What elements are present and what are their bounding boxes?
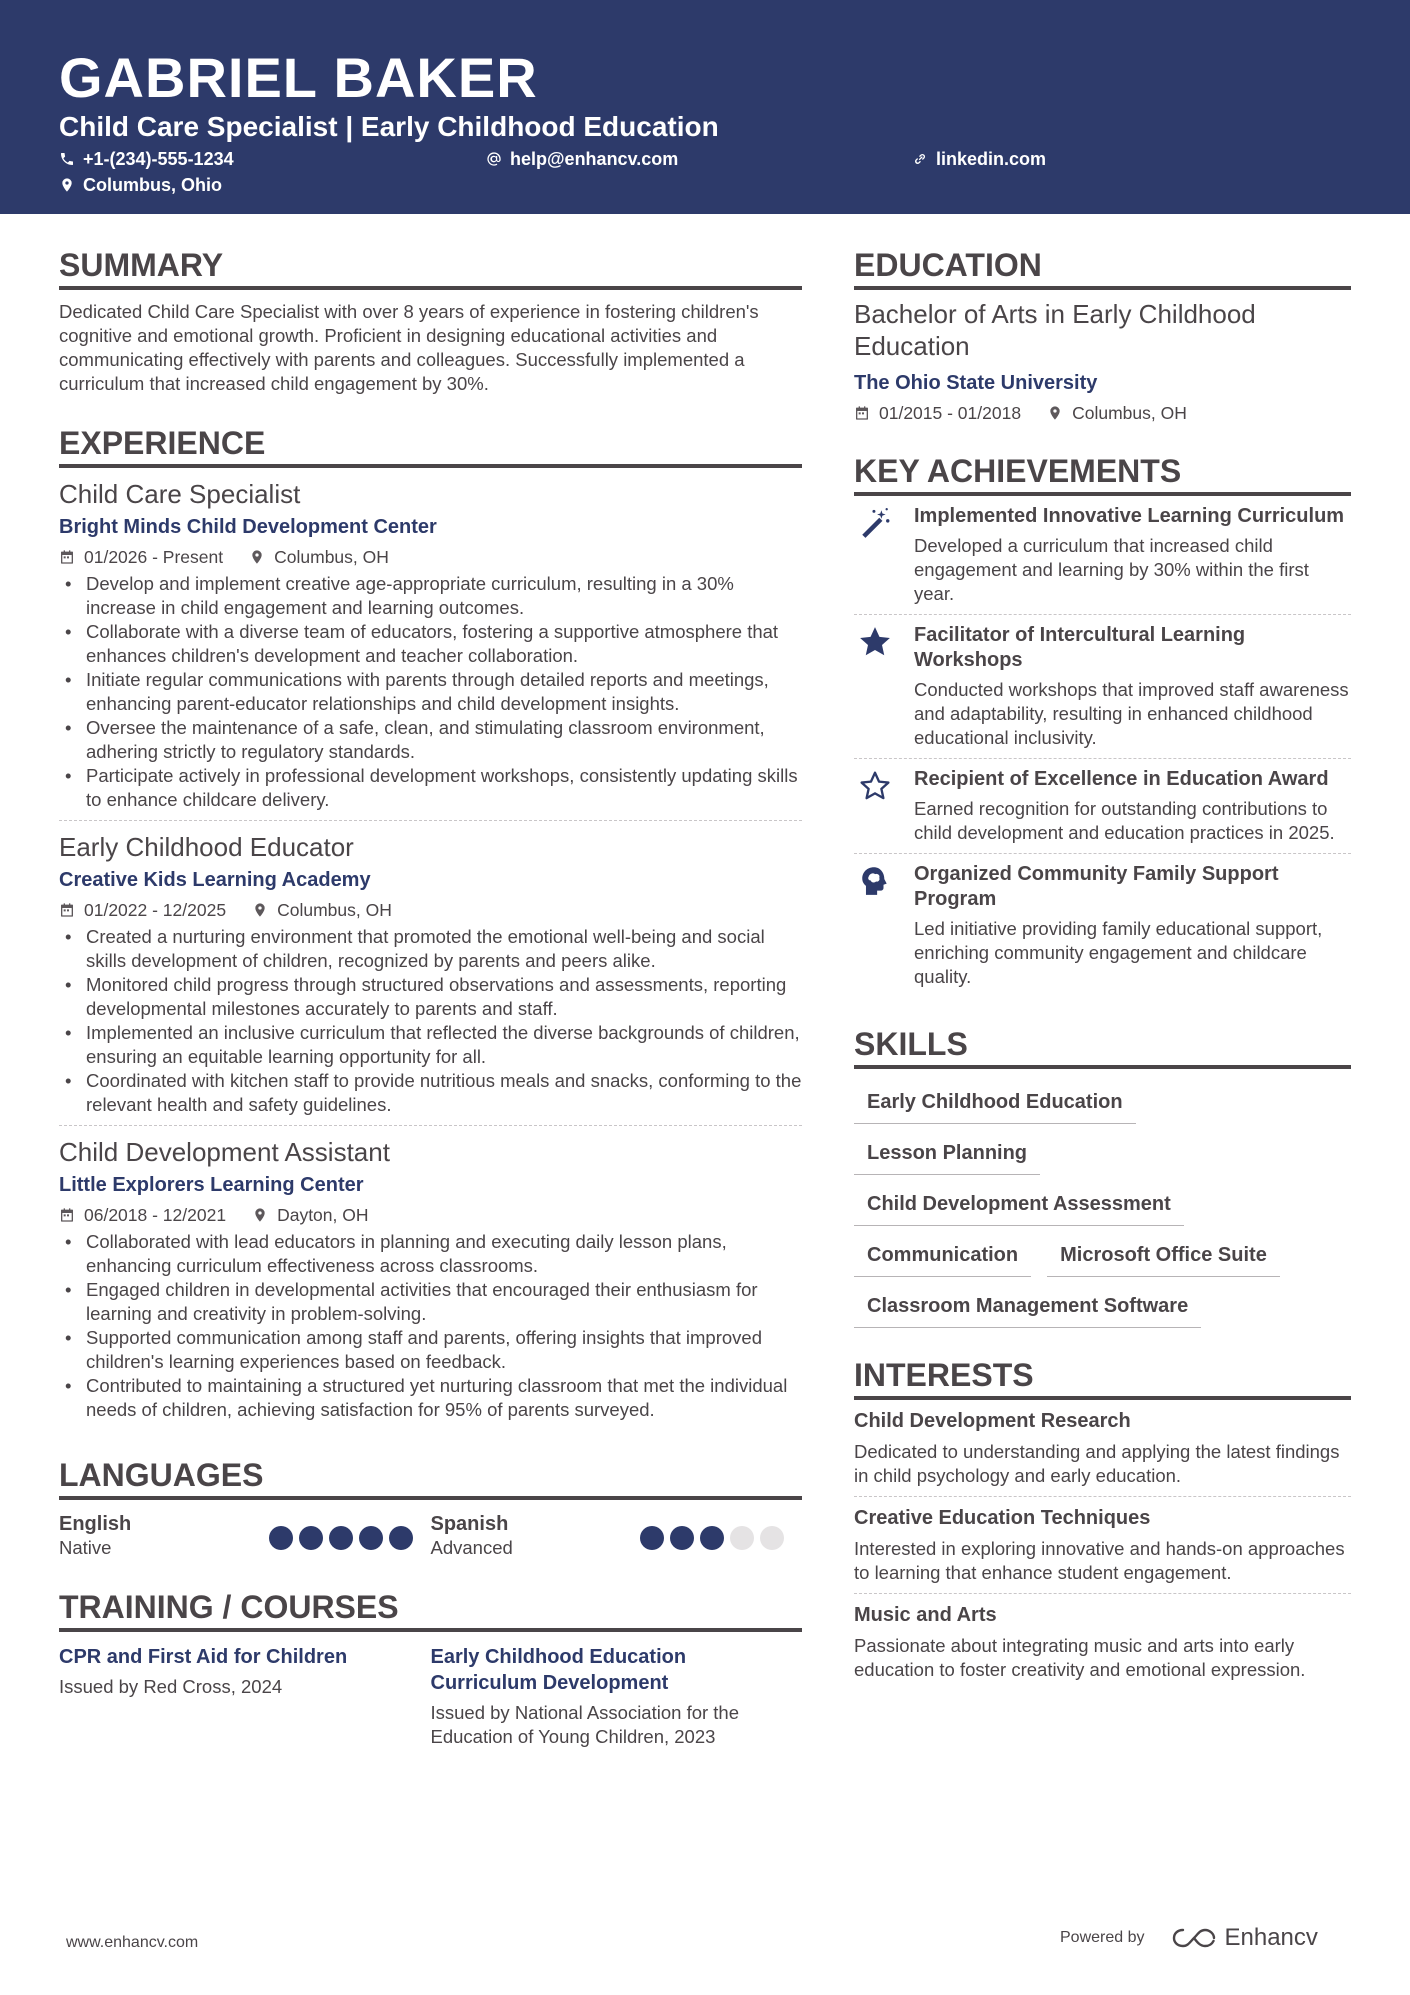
job-bullet: • Collaborate with a diverse team of educators, fostering a supportive atmosphere that enhances children's development and teacher collaboration.	[59, 620, 802, 668]
school-name: The Ohio State University	[854, 372, 1098, 394]
star-filled-icon	[854, 623, 896, 750]
experience-section	[59, 424, 802, 1430]
interest-desc: Passionate about integrating music and arts into early education to foster creativity and emotional expression.	[854, 1635, 1306, 1680]
job-role: Child Development Assistant	[59, 1137, 390, 1167]
company-name: Bright Minds Child Development Center	[59, 516, 437, 538]
candidate-name: GABRIEL BAKER	[59, 46, 538, 109]
job-bullet: • Coordinated with kitchen staff to provide nutritious meals and snacks, conforming to the relevant health and safety guidelines.	[59, 1069, 802, 1117]
training-list	[59, 1644, 802, 1749]
degree-title: Bachelor of Arts in Early Childhood Education	[854, 299, 1256, 361]
training-heading: TRAINING / COURSES	[59, 1588, 802, 1632]
education-location-text: Columbus, OH	[1072, 403, 1187, 423]
location-text: Columbus, Ohio	[83, 175, 222, 195]
job-dates	[59, 899, 226, 921]
job-meta	[59, 546, 802, 568]
job-bullet: • Develop and implement creative age-appropriate curriculum, resulting in a 30% increase in child engagement and learning outcomes.	[59, 572, 802, 620]
achievement-desc: Conducted workshops that improved staff awareness and adaptability, resulting in enhanced childhood educational inclusivity.	[914, 679, 1349, 748]
achievement-item	[854, 759, 1351, 854]
language-item	[59, 1512, 431, 1560]
language-level: Native	[59, 1537, 112, 1558]
skills-section	[854, 1025, 1351, 1328]
skills-heading: SKILLS	[854, 1025, 1351, 1069]
job-dates-text: 06/2018 - 12/2021	[84, 1205, 227, 1225]
language-name: English	[59, 1513, 132, 1535]
job-bullets	[59, 572, 802, 812]
achievement-title: Recipient of Excellence in Education Award	[914, 768, 1329, 790]
rating-dot-filled	[700, 1526, 724, 1550]
summary-section	[59, 246, 802, 396]
location-pin-icon	[252, 902, 268, 918]
job-role: Early Childhood Educator	[59, 832, 354, 862]
contact-linkedin[interactable]	[912, 148, 1046, 170]
job-bullet: • Implemented an inclusive curriculum that reflected the diverse backgrounds of children, ensuring an equitable learning opportunity for all.	[59, 1021, 802, 1069]
skill-tag: Communication	[854, 1230, 1031, 1277]
job-bullet: • Supported communication among staff and parents, offering insights that improved children's learning experiences based on feedback.	[59, 1326, 802, 1374]
rating-dot-filled	[389, 1526, 413, 1550]
interest-item	[854, 1497, 1351, 1594]
job-location-text: Columbus, OH	[277, 900, 392, 920]
job-bullet: • Oversee the maintenance of a safe, clean, and stimulating classroom environment, adhering strictly to regulatory standards.	[59, 716, 802, 764]
summary-heading: SUMMARY	[59, 246, 802, 290]
experience-entry	[59, 1136, 802, 1430]
rating-dot-filled	[299, 1526, 323, 1550]
job-meta	[59, 1204, 802, 1226]
training-item	[431, 1644, 803, 1749]
experience-entry	[59, 831, 802, 1126]
job-bullets	[59, 1230, 802, 1422]
interest-item	[854, 1400, 1351, 1497]
rating-dot-filled	[640, 1526, 664, 1550]
calendar-icon	[59, 1207, 75, 1223]
achievements-heading: KEY ACHIEVEMENTS	[854, 452, 1351, 496]
company-name: Little Explorers Learning Center	[59, 1174, 364, 1196]
magic-wand-icon	[854, 504, 896, 606]
achievement-desc: Earned recognition for outstanding contributions to child development and education practices in 2025.	[914, 798, 1335, 843]
powered-by-text: Powered by	[1060, 1929, 1145, 1946]
education-dates	[854, 402, 1021, 424]
languages-heading: LANGUAGES	[59, 1456, 802, 1500]
job-bullet: • Created a nurturing environment that promoted the emotional well-being and social skills development of children, recognized by parents and peers alike.	[59, 925, 802, 973]
interest-title: Music and Arts	[854, 1604, 997, 1626]
job-dates	[59, 546, 223, 568]
language-item	[431, 1512, 803, 1560]
language-level: Advanced	[430, 1537, 513, 1558]
job-bullet: • Participate actively in professional development workshops, consistently updating skills to enhance childcare delivery.	[59, 764, 802, 812]
job-bullets	[59, 925, 802, 1117]
job-location-text: Dayton, OH	[277, 1205, 369, 1225]
training-title: Early Childhood Education Curriculum Development	[430, 1646, 687, 1694]
left-column	[59, 246, 802, 1777]
education-dates-text: 01/2015 - 01/2018	[879, 403, 1022, 423]
contact-email[interactable]	[486, 148, 678, 170]
job-meta	[59, 899, 802, 921]
languages-section	[59, 1456, 802, 1560]
job-location	[249, 546, 389, 568]
training-title: CPR and First Aid for Children	[59, 1646, 348, 1668]
at-sign-icon	[486, 151, 502, 167]
interest-desc: Dedicated to understanding and applying the latest findings in child psychology and early education.	[854, 1441, 1340, 1486]
rating-dot-filled	[329, 1526, 353, 1550]
training-section	[59, 1588, 802, 1749]
rating-dot-filled	[670, 1526, 694, 1550]
achievement-title: Implemented Innovative Learning Curriculum	[914, 505, 1345, 527]
job-bullet: • Engaged children in developmental activities that encouraged their enthusiasm for learning and creativity in problem-solving.	[59, 1278, 802, 1326]
job-location-text: Columbus, OH	[274, 547, 389, 567]
achievement-title: Facilitator of Intercultural Learning Workshops	[914, 624, 1246, 671]
footer-website[interactable]: www.enhancv.com	[66, 1934, 199, 1951]
phone-icon	[59, 151, 75, 167]
calendar-icon	[59, 549, 75, 565]
training-issuer: Issued by National Association for the Education of Young Children, 2023	[430, 1702, 740, 1747]
job-bullet: • Monitored child progress through structured observations and assessments, reporting developmental milestones accurately to parents and staff.	[59, 973, 802, 1021]
job-role: Child Care Specialist	[59, 479, 301, 509]
rating-dot-empty	[760, 1526, 784, 1550]
achievement-title: Organized Community Family Support Program	[914, 863, 1279, 910]
job-location	[252, 1204, 368, 1226]
language-name: Spanish	[430, 1513, 509, 1535]
skill-tag: Microsoft Office Suite	[1047, 1230, 1280, 1277]
phone-text: +1-(234)-555-1234	[83, 149, 234, 169]
job-bullet: • Initiate regular communications with parents through detailed reports and meetings, enhancing parent-educator relationships and child development insights.	[59, 668, 802, 716]
job-bullet: • Contributed to maintaining a structured yet nurturing classroom that met the individual needs of children, achieving satisfaction for 95% of parents surveyed.	[59, 1374, 802, 1422]
interest-item	[854, 1594, 1351, 1690]
skill-tag: Early Childhood Education	[854, 1077, 1136, 1124]
email-link[interactable]: help@enhancv.com	[510, 149, 679, 169]
training-item	[59, 1644, 431, 1749]
rating-dot-filled	[359, 1526, 383, 1550]
job-location	[252, 899, 392, 921]
resume-header	[0, 0, 1410, 214]
star-outline-icon	[854, 767, 896, 845]
enhancv-logo-text: Enhancv	[1224, 1924, 1318, 1951]
education-meta	[854, 402, 1351, 424]
contact-location	[59, 174, 222, 196]
calendar-icon	[59, 902, 75, 918]
skill-tag: Lesson Planning	[854, 1128, 1040, 1175]
language-rating	[640, 1526, 784, 1560]
job-dates-text: 01/2022 - 12/2025	[84, 900, 227, 920]
calendar-icon	[854, 405, 870, 421]
job-dates	[59, 1204, 226, 1226]
achievement-desc: Led initiative providing family educational support, enriching community engagement and childcare quality.	[914, 918, 1323, 987]
education-heading: EDUCATION	[854, 246, 1351, 290]
education-section	[854, 246, 1351, 424]
candidate-title: Child Care Specialist | Early Childhood Education	[59, 111, 719, 142]
interest-title: Creative Education Techniques	[854, 1507, 1151, 1529]
enhancv-logo[interactable]	[1171, 1924, 1318, 1952]
job-bullet: • Collaborated with lead educators in planning and executing daily lesson plans, enhancing curriculum effectiveness across classrooms.	[59, 1230, 802, 1278]
footer-branding	[1060, 1924, 1318, 1952]
location-pin-icon	[249, 549, 265, 565]
contact-phone	[59, 148, 234, 170]
skill-tag: Child Development Assessment	[854, 1179, 1184, 1226]
interests-section	[854, 1356, 1351, 1690]
enhancv-logo-icon	[1171, 1926, 1217, 1950]
job-dates-text: 01/2026 - Present	[84, 547, 224, 567]
company-name: Creative Kids Learning Academy	[59, 869, 371, 891]
language-rating	[269, 1526, 413, 1560]
rating-dot-filled	[269, 1526, 293, 1550]
right-column	[854, 246, 1351, 1718]
head-brain-icon	[854, 862, 896, 989]
achievement-item	[854, 615, 1351, 759]
interest-title: Child Development Research	[854, 1410, 1131, 1432]
achievements-section	[854, 452, 1351, 997]
achievement-item	[854, 854, 1351, 997]
experience-entry	[59, 478, 802, 821]
link-icon	[912, 151, 928, 167]
linkedin-link[interactable]: linkedin.com	[936, 149, 1047, 169]
languages-list	[59, 1512, 802, 1560]
achievement-item	[854, 496, 1351, 615]
education-location	[1047, 402, 1187, 424]
interests-heading: INTERESTS	[854, 1356, 1351, 1400]
rating-dot-empty	[730, 1526, 754, 1550]
training-issuer: Issued by Red Cross, 2024	[59, 1676, 283, 1697]
skill-tag: Classroom Management Software	[854, 1281, 1201, 1328]
interest-desc: Interested in exploring innovative and hands-on approaches to learning that enhance student engagement.	[854, 1538, 1345, 1583]
achievement-desc: Developed a curriculum that increased child engagement and learning by 30% within the first year.	[914, 535, 1309, 604]
location-pin-icon	[59, 177, 75, 193]
location-pin-icon	[252, 1207, 268, 1223]
experience-heading: EXPERIENCE	[59, 424, 802, 468]
skills-list	[854, 1073, 1351, 1328]
location-pin-icon	[1047, 405, 1063, 421]
summary-text: Dedicated Child Care Specialist with over 8 years of experience in fostering children's cognitive and emotional growth. Proficient in designing educational activities and communicating effectively with parents and colleagues. Successfully implemented a curriculum that increased child engagement by 30%.	[59, 301, 759, 394]
